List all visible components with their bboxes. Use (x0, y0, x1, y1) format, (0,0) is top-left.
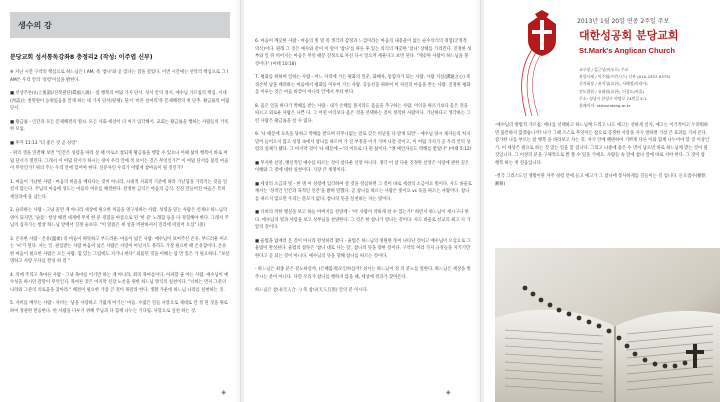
article-title: 분당교회 성서통독강좌8 충정리2 (작성: 이주엽 신부) (10, 54, 153, 61)
paragraph: ■ 무지한 신앙, 맹신적인 예수를 따르는 것이 참다운 신앙 아니다. 생각 이 참 다운 진정한 신앙은 사랑에 관한 깊은 이해와 그 것에 대한 실천이다. 가장 큰 계명이다. (255, 160, 470, 174)
bible-rosary-photo (495, 248, 720, 402)
open-bible-image (495, 248, 720, 402)
paragraph: 6. 마음이 깨끗한 사람 - 마음의 빛 빛 즉 생각과 감정과 느낌이라는 마음의 내용물이 없는 순수의식의 경험(궁정적 의식)이다. 원래 그 것은 예수와 같이 이 말이 '참나'를 따른 후 있는 의식의 깨끗한 '참나' 상태를 가리킨다. 진정한 성부와 일 뒤 비어지는 마음은 무엇 때문 진정으로 자신 다시 일으켜 세운다고 보면 된다. "깨끗한 사람이 하느님을 볼 것이다" (마태 10:18) (255, 39, 472, 67)
paragraph: ■ 율법을 없애러 온 것이 아니라 완성하러 왔다 - 율법은 하느님의 영원한 뜻이 나타난 것이고 예수님이 오심으로 그 율법이 완성된다. 율법의 참뜻은 '참나 대로 사는 것', 참나의 뜻을 향한 것이다. 구약의 여러 가지 규정들을 지키기만 한다고 곧 되는 것이 아니다. 예수님의 뜻을 향해 참나를 따르는 것이다. (255, 238, 471, 259)
page-mark-icon: ◈ (221, 389, 226, 396)
paragraph: 8. 옳은 일을 하다가 박해를 받는 사람 - 내가 손해를 볼지라도 옳음을 추구하는 사람. 이익을 따르기보다 옳은 것을 따르고 외로운 사람은 나쁜 다. 그 어떤 이익보다 옳은 것을 선택하는 것이 정직한 사람이다. 가난하다고 생각하는 그런 사람은 황금률을 살 수 없다. (255, 103, 471, 124)
paragraph: -결국 그리스도인 생활이란 자주 성령 안에 들고 예고가 그 참나에 봉사하게를 길들이는 길 입니다. 돈오점수(頓悟漸修) (495, 174, 706, 187)
paragraph: -예수님의 방법적 가르침: 예나를 선택하고 하느님께 드리고 나도 예고는 선하게 살지, 예고는 이기적이고 두려워하면 불안하지 않겠습니까? 나가 그때 스스로 무엇이든 참으로 공정한 사랑을 자기 열하면 가장 큰 효과를 가져 온다. 참가한 나를 부르는 참 행복 을 바라보고 사는 것. 자기 안에 해변하여 기쁘게 다른 이와 함께 나누어야 할 것 이상인가. 이 세상은 필요로 하는 것 맞는 일을 할 겁니다. 그리고 나중에 좋은 수 면이 남으면 바로 하느님께 받는 것이 될 것입니다. 그 이상의 분을 구체적으로 발 볼 수 있을 거예요. 사람들 속 앞에 참나 앞에 바로 서야 한다. 그 것이 참 행복 하는 첫 걸음입니다. (495, 123, 710, 166)
info-line: 교구장 / 김근상(바오로) 주교 (579, 67, 629, 72)
paragraph: 7. 평화를 위하여 일하는 사람 - 어느 자리에 가든 평화의 일꾼, 화해자, 통합자가 되는 사람. 사람 지실(溝通之心) 즉 경손히 남을 배려하는 마음에서 평화를 이루어 가는 사람. 공동선을 위하여 이 자신의 마음을 쏟는 사람. 진정한 평화를 이루는 것은 마음 바깥이 아니라 안에서 부터 한다. (255, 75, 471, 96)
church-info-block (579, 66, 719, 109)
paragraph: - 위의 셋을 연결해 보면 "인간은 성령을 따라 살 때 비로소 참되게 황금률을 행할 수 있으나 이때 삶의 행복이 바로 여덟 단서가 열린다. 그래서 이 여덟 단서가 하시는 경이 우리 안에 적 보이는 것은 무엇인가?" 이 여덟 단서를 불일 마음이 무엇인가? 위의 주는 우리 안에 있어야 한다. 신분자인 우리가 어떻게 참마음이 될 것인가? (10, 151, 229, 172)
paragraph: ■ 선상주론(山上垂訓)/진복팔단(眞福八端) - 참 행복의 여덟 가지 단서. 성서 안의 성서, 예수님 가르침의 핵심. 서대(西誌)는 천막원이 동위었음을 알게 하는 네 가지 단서(팔체). 단서 '비본 실마리'즉 문제해결의 첫 단추. 황금률의 여덟 단서. (10, 91, 230, 112)
paragraph: 9. '나 때문에 모욕을 당하고 박해를 받으며 터무니없는 말로 갖은 비난을 다 받게 되면' - 예수님 당시 제자들의 처지. 믿어 들어오지 않고 성령 속에서 참나를 따르며 가 진 부정을 이겨 가며 나갈 것이고, 이 여덟 가지가 곧 우리 안의 성령의 실체가 됐다. 그 마지막 것이 '나 때문에 ~'의 이유로 다 된 삶이다. "옛 예언자들도 박해를 받았다" (마태 5:12) (255, 132, 472, 153)
paragraph: ■ 세상의 소금과 빛 - 한 명 이 성령에 입각하여 살 것을 결심하면 그 것이 바로 세상의 소금이요 빛이다. 사도 바울로께서는 '성적인 인간과 육적인 인간'을 밝혀 말했다. 곧 참나를 따르는 사람은 빛이요 vs 육을 따르는 사람이다. 참나를 따르지 않으면 우리는 쓸모가 없다. 참나의 뜻을 실천하는 자는 빛이다. (255, 181, 472, 202)
paragraph: ※ 지난 시간 구약의 핵심으로 하느님은 I AM, 즉 '참나'와 곧 있다는 점을 짚었다. 이번 시간에는 선악의 핵심으로 그 I AM은 우리 안의 '성령'이심을 밝힌다. (10, 70, 229, 83)
church-crest-icon (519, 10, 565, 58)
paragraph: 1. 마음이 가난한 사람 - 마음의 비울을 베타다는 것이 아니라, 시대적 사회적 기준에 따라 가난함을 가리키는 것을 일컫지 않는다. 주님의 마음에 성도는 마음의 여유를 해결한다. 잔정한 금식은 마음의 금식. 진실 만들어진 마음은 특히 세상과에 울 남는다. (10, 179, 228, 200)
section-title: 생수의 강 (18, 20, 52, 30)
paragraph: 하느님은 참나(天人合一) 즉 참나(天人互用) 안의 분 이시다. (255, 288, 368, 294)
paragraph: - 하느님은 최종 분은 분노하실까, (은혜롭게)모인하심까? 성서는 하느님이 경 의 분노를 말한다. 하느님은 세상을 벌 주시는 분이 아니다. 다만 우리가 참나를 행하지 않을 때, 세상에 결과가 찾아온다. (255, 267, 471, 280)
paragraph: 5. 자비를 베푸는 사람 - 자비는 '남을 사랑하고 가엾게 여기는' 마음. 수많은 일들 사랑으로 제대로 안 정 된 것을 위로하여 정관한 반응한다. 한 사람을 다루기 위해 주님과 다 함께 나누는 기다림. 사랑으로 실천 하는 것. (10, 301, 228, 314)
paragraph: ■ 너희의 착한 행실을 보고 하늘 아버지를 찬양케 - '아' 사람이 착하게 살 수 있는가!' 하면서 하느님이 계시구나 한다. 에수님의 빛과 사랑을 보고 성부님을 찬양한다. 그 것은 한 참나가 빛나는 것이다. 사도 바울로 선교의 최고 지 가 앞의 것이다. (255, 210, 471, 231)
info-line: 전도위원 / 유태원(요한), 이상도(바울) (579, 88, 644, 94)
church-name-english: St.Mark's Anglican Church (579, 46, 676, 55)
page-mark-icon: ◈ (446, 389, 451, 396)
church-name-korean: 대한성공회 분당교회 (579, 29, 679, 42)
page-column-right (480, 0, 720, 402)
masthead (481, 0, 720, 118)
info-line: 홈페이지: skhbundang.or.kr (579, 103, 631, 109)
intro-text (481, 118, 720, 188)
section-header (10, 12, 230, 38)
page-column-left (0, 0, 240, 402)
info-line: 관할사제 / 이주엽(프란시스) 신부 (010-2557-9375) (579, 74, 671, 80)
paragraph: 2. 슬퍼하는 사람 - 그냥 울면 게 아니라 세상에 필요한 미움을 영구성하는 사람. 성령을 믿는 사람은 언제나 하느님의 영이 되지만, '슬픔'. 항상 해결 세계에 무척 한 분 경험을 아픔으로 된 '한 분' 노래함 등을 다 경험해야 한다. 그래서 주님의 십자가는 항상 하느님 앞에서 진정 슬프다. "이 말씀은 세 상을 비판하셔서 진리에 떠밀어 오심" (중) (10, 208, 229, 229)
info-line: 주소: 성남시 분당구 야탑로 74번길 5-1 (579, 95, 647, 101)
paragraph: 3. 온유한 사람 - 온유(溫柔) 즉 마음이 따뜻하고 부드러운. 마음이 넓은 사람. 예수님이 보여주신 온유. 부드러운 미소는 '씨'가 된다. 사는 일. 관심받는 사람 마음이 넓은 사람은 사랑이 아닐지도 몰라도 가장 필요한 때 온유함이다. 온유한 마음이 필요한 사람은 모든 사람. 힘 있는 그럼에도 지거나 한다" 외롭던 것을 이해는 삼 만 있은 가 필요하다. "보살 명하고 사랑 우다를 완성 하 러 " (10, 236, 230, 265)
paragraph: ■ 후카 11:13 "더 좋은 것 곧 성령" (10, 140, 78, 146)
paragraph: 4. 의에 주리고 목마른 사람 - 그냥 목마름 이기만 하는 게 아니라, 죄의 목마름이다. 아파할 줄 아는 사람. 예수님이 예수성을 하시던 갈망이 무엇인지. 목마른 것은 마지막 신장 노릇을 위한 하느님 방식의 실천이다. "너희는 먼저 그분의 나라와 그분의 의로움을 찾아라." 해결이 필요한 가장 큰 것이 목말라 한다. 생활 가운데 하느님 나라를 실현하는 것. (10, 272, 229, 293)
paragraph: ■ 황금률 - 인간과 모든 문제해결의 열쇠. 모든 사회·세상이 더 여기 입각해서. 교회는 황금률을 행하는 사람들의 거룩한 모임. (10, 119, 229, 133)
page-column-middle (240, 0, 480, 402)
info-line: 신자회장 / 윤지성(요한), 서해정(마리아) (579, 81, 648, 87)
bulletin-date: 2013년 1월 20일 연중 2주일 주보 (577, 18, 670, 25)
